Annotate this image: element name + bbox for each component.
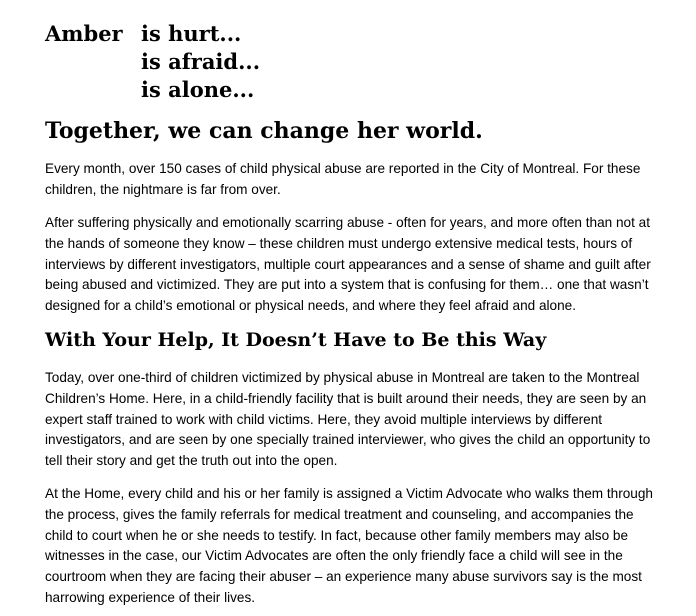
intro-name: Amber <box>45 21 123 46</box>
paragraph-monthly-cases: Every month, over 150 cases of child physical abuse are reported in the City of Montreal. For these children, the nightmare is far from over. <box>45 161 641 197</box>
subheading: With Your Help, It Doesn’t Have to Be this Way <box>45 329 547 351</box>
paragraph-after-abuse: After suffering physically and emotionally scarring abuse - often for years, and more often than not at the hands of someone they know – these children must undergo extensive medical tests, hours of interviews by different investigators, multiple court appearances and a sense of shame and guilt after being abused and victimized. They are put into a system that is confusing for them… one that wasn’t designed for a child’s emotional or physical needs, and where they feel afraid and alone. <box>45 215 651 314</box>
paragraph-victim-advocate: At the Home, every child and his or her family is assigned a Victim Advocate who walks them through the process, gives the family referrals for medical treatment and counseling, and accompanies the child to court when he or she needs to testify. In fact, because other family members may also be witnesses in the case, our Victim Advocates are often the only friendly face a child will see in the courtroom when they are facing their abuser – an experience many abuse survivors say is the most harrowing experience of their lives. <box>45 486 653 605</box>
paragraph-childrens-home: Today, over one-third of children victimized by physical abuse in Montreal are taken to the Montreal Children’s Home. Here, in a child-friendly facility that is built around their needs, they are seen by an expert staff trained to work with child victims. Here, they avoid multiple interviews by different investigators, and are seen by one specially trained interviewer, who gives the child an opportunity to tell their story and get the truth out into the open. <box>45 370 651 469</box>
intro-lines <box>141 20 260 104</box>
intro-line-afraid: is afraid... <box>141 49 261 74</box>
intro-line-alone: is alone... <box>141 77 255 102</box>
headline: Together, we can change her world. <box>45 118 483 144</box>
intro-line-hurt: is hurt... <box>141 21 242 46</box>
